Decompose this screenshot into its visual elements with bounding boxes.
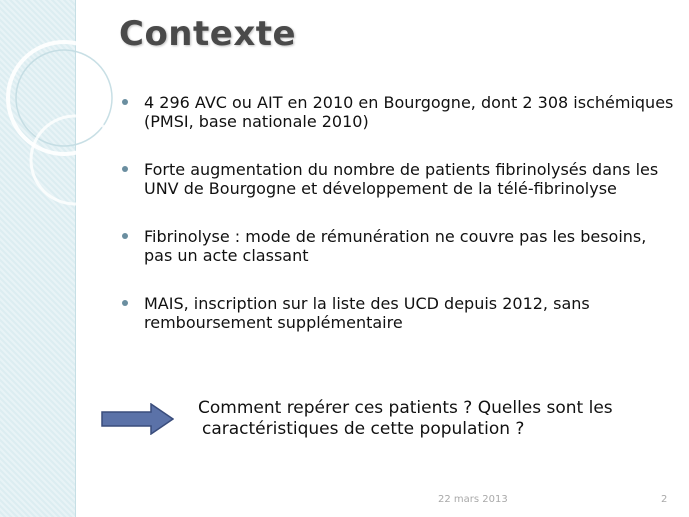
bullet-dot-icon [122,99,128,105]
bullet-text: 4 296 AVC ou AIT en 2010 en Bourgogne, dont 2 308 ischémiques (PMSI, base nationale 2010) [144,93,674,131]
page-number: 2 [661,494,668,505]
key-question [198,398,648,440]
arrow-right-icon [101,403,174,435]
slide-title: Contexte [119,14,297,54]
footer-date: 22 mars 2013 [438,494,508,505]
bullet-dot-icon [122,233,128,239]
bullet-item [120,227,675,265]
bullet-dot-icon [122,166,128,172]
bullet-text: MAIS, inscription sur la liste des UCD depuis 2012, sans remboursement supplémentaire [144,294,590,332]
bullet-item [120,294,675,332]
bullet-item [120,160,675,198]
question-line-2: caractéristiques de cette population ? [202,419,525,439]
bullet-item [120,93,675,131]
bullet-dot-icon [122,300,128,306]
bullet-text: Forte augmentation du nombre de patients fibrinolysés dans les UNV de Bourgogne et développement de la télé-fibrinolyse [144,160,659,198]
question-line-1: Comment repérer ces patients ? Quelles sont les [198,398,613,418]
bullet-list [120,93,675,332]
bullet-text: Fibrinolyse : mode de rémunération ne couvre pas les besoins, pas un acte classant [144,227,647,265]
decorative-rings [0,0,120,517]
